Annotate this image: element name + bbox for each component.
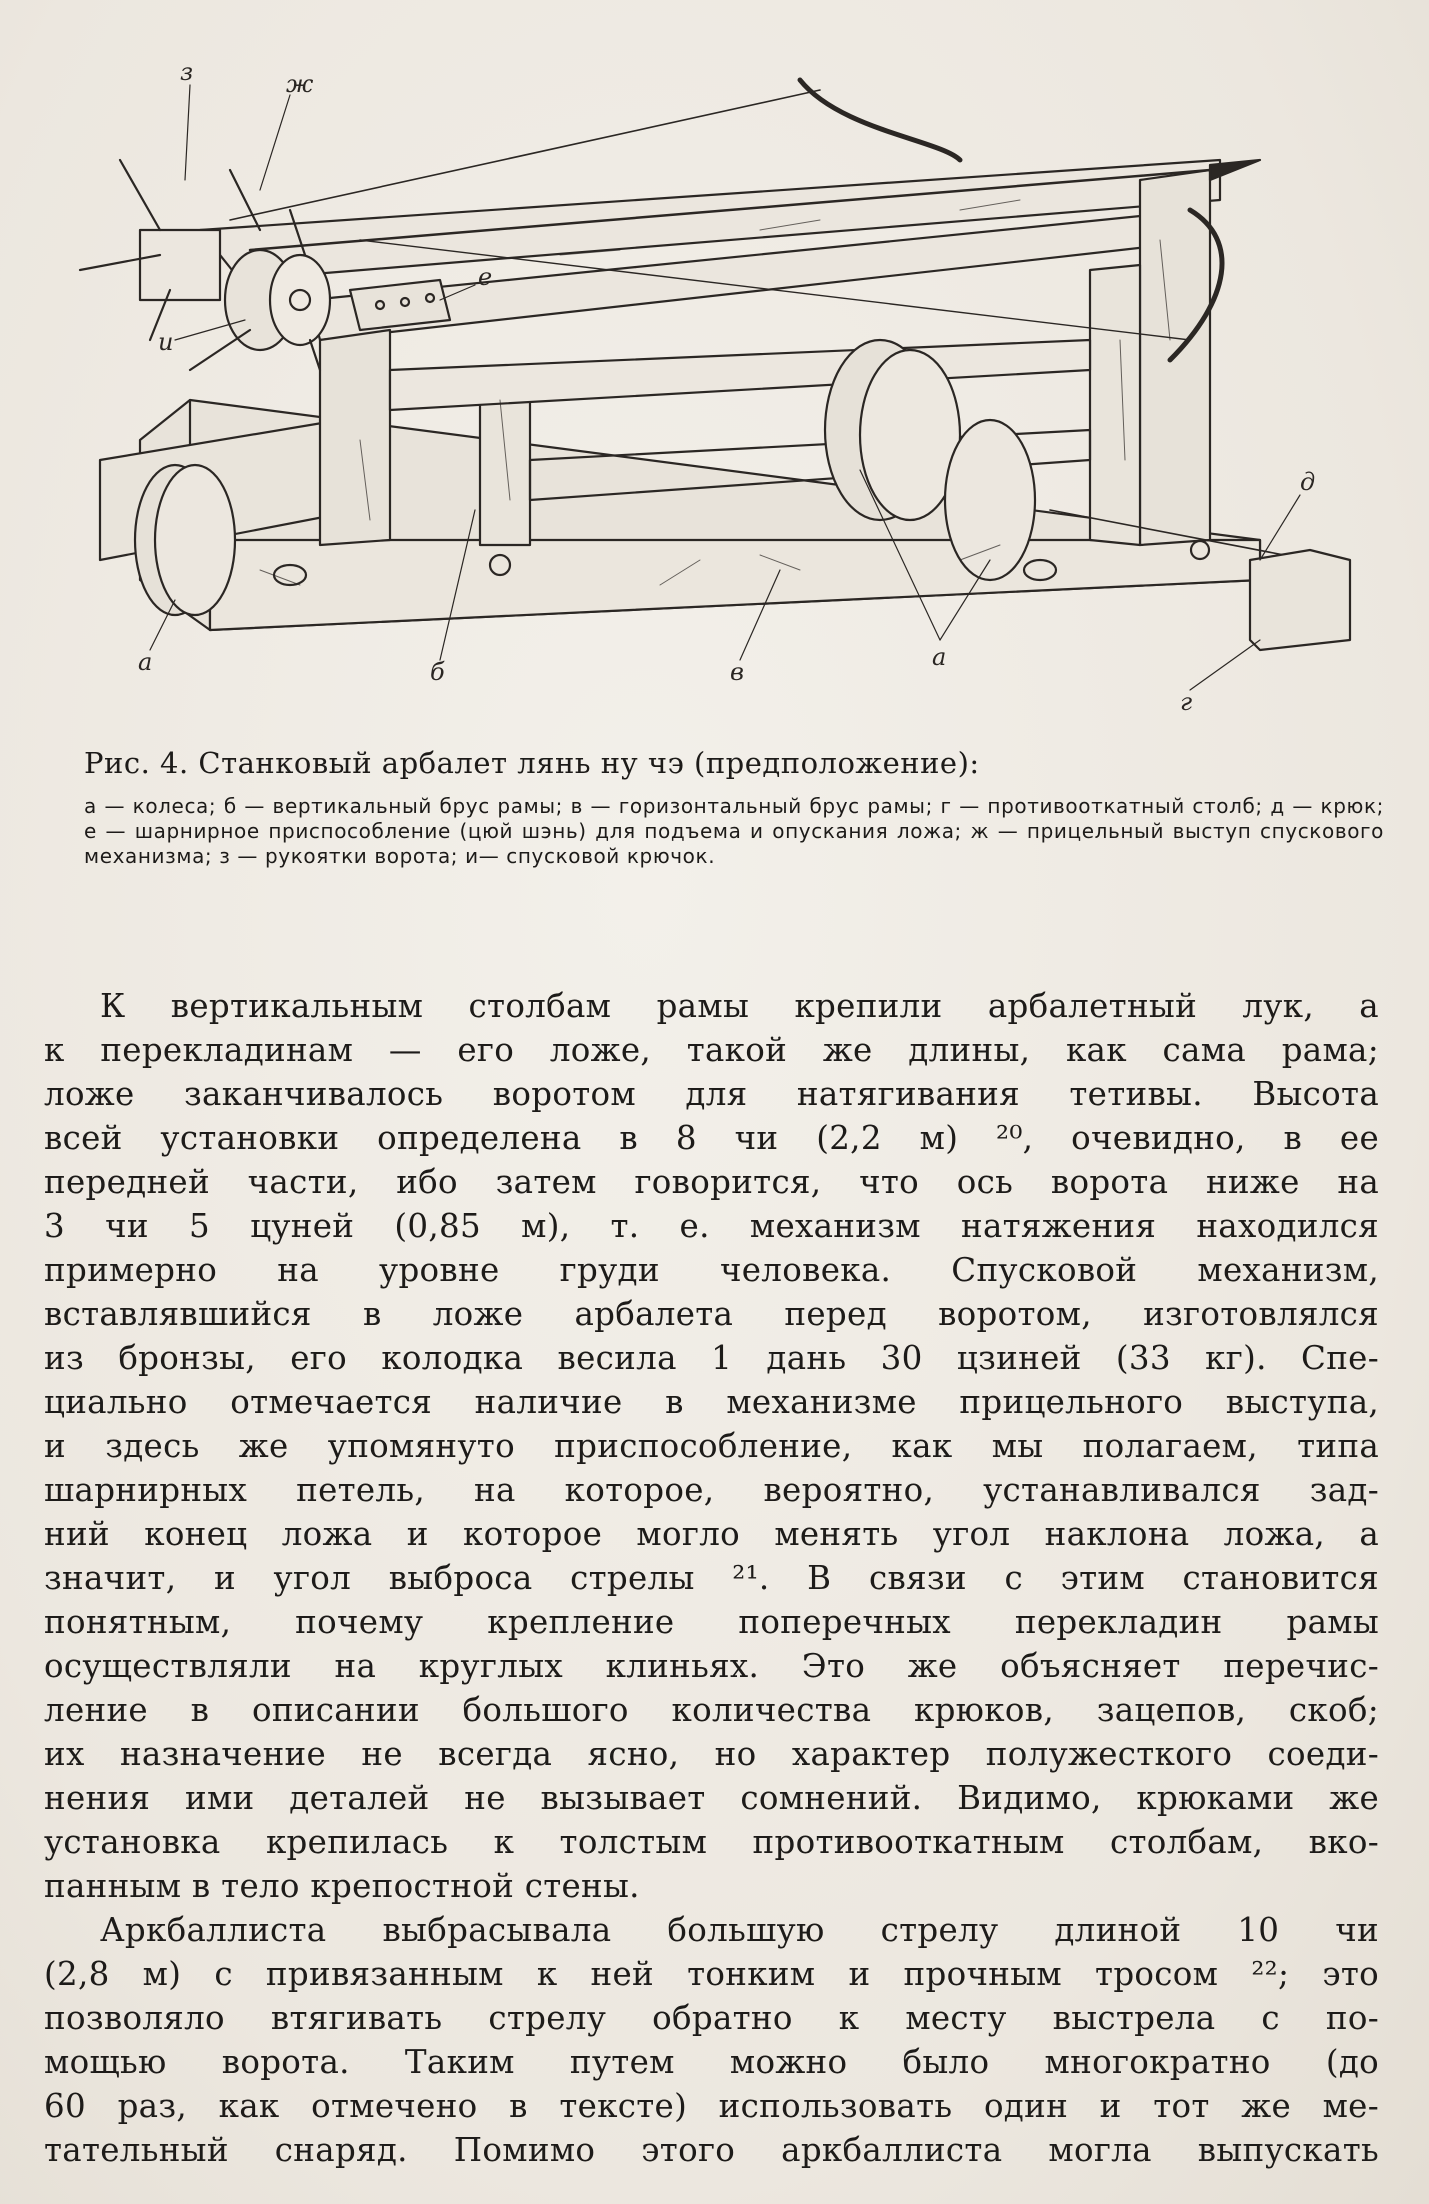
text-line: их назначение не всегда ясно, но характер полужесткого соеди- xyxy=(44,1735,1379,1773)
figure-label-z: з xyxy=(180,58,194,86)
figure-label-e: е xyxy=(478,263,493,291)
text-line: циально отмечается наличие в механизме прицельного выступа, xyxy=(44,1383,1379,1421)
text-line: примерно на уровне груди человека. Спусковой механизм, xyxy=(44,1251,1379,1289)
paragraph-2 xyxy=(44,1908,1379,2172)
text-line: передней части, ибо затем говорится, что ось ворота ниже на xyxy=(44,1163,1379,1201)
text-line: и здесь же упомянуто приспособление, как мы полагаем, типа xyxy=(44,1427,1379,1465)
figure-caption-legend: а — колеса; б — вертикальный брус рамы; в — горизонтальный брус рамы; г — противооткатный столб; д — крюк; е — шарнирное приспособление (цюй шэнь) для подъема и опускания ложа; ж — прицельный выступ спускового механизма; з — рукоятки ворота; и— спусковой крючок. xyxy=(84,794,1384,868)
text-line: ление в описании большого количества крюков, зацепов, скоб; xyxy=(44,1691,1379,1729)
text-line: (2,8 м) с привязанным к ней тонким и прочным тросом ²²; это xyxy=(44,1955,1379,1993)
text-line: установка крепилась к толстым противооткатным столбам, вко- xyxy=(44,1823,1379,1861)
figure-label-v: в xyxy=(730,658,744,686)
figure-label-d: д xyxy=(1300,468,1316,496)
paragraph-1 xyxy=(44,984,1379,1908)
text-line: панным в тело крепостной стены. xyxy=(44,1867,640,1905)
figure-label-g: г xyxy=(1180,688,1193,716)
text-line: вставлявшийся в ложе арбалета перед воротом, изготовлялся xyxy=(44,1295,1379,1333)
text-line: тательный снаряд. Помимо этого аркбаллиста могла выпускать xyxy=(44,2131,1379,2169)
text-line: мощью ворота. Таким путем можно было многократно (до xyxy=(44,2043,1379,2081)
text-line: из бронзы, его колодка весила 1 дань 30 цзиней (33 кг). Спе- xyxy=(44,1339,1379,1377)
text-line: понятным, почему крепление поперечных перекладин рамы xyxy=(44,1603,1379,1641)
body-text xyxy=(44,984,1379,2172)
figure-label-b: б xyxy=(430,658,445,686)
text-line: позволяло втягивать стрелу обратно к месту выстрела с по- xyxy=(44,1999,1379,2037)
crossbow-illustration xyxy=(60,40,1380,730)
text-line: к перекладинам — его ложе, такой же длины, как сама рама; xyxy=(44,1031,1379,1069)
figure-label-a-right: а xyxy=(932,643,947,671)
text-line: осуществляли на круглых клиньях. Это же объясняет перечис- xyxy=(44,1647,1379,1685)
figure-label-i: и xyxy=(158,328,174,356)
text-line: нения ими деталей не вызывает сомнений. Видимо, крюками же xyxy=(44,1779,1379,1817)
text-line: К вертикальным столбам рамы крепили арбалетный лук, а xyxy=(100,987,1379,1025)
figure-label-zh: ж xyxy=(286,70,314,98)
text-line: ний конец ложа и которое могло менять угол наклона ложа, а xyxy=(44,1515,1379,1553)
figure-label-a-left: а xyxy=(138,648,153,676)
text-line: 60 раз, как отмечено в тексте) использовать один и тот же ме- xyxy=(44,2087,1379,2125)
crossbow-drawing xyxy=(60,40,1380,730)
text-line: Аркбаллиста выбрасывала большую стрелу длиной 10 чи xyxy=(100,1911,1379,1949)
text-line: всей установки определена в 8 чи (2,2 м) ²⁰, очевидно, в ее xyxy=(44,1119,1379,1157)
text-line: шарнирных петель, на которое, вероятно, устанавливался зад- xyxy=(44,1471,1379,1509)
figure-caption-title: Рис. 4. Станковый арбалет лянь ну чэ (предположение): xyxy=(84,746,980,780)
text-line: 3 чи 5 цуней (0,85 м), т. е. механизм натяжения находился xyxy=(44,1207,1379,1245)
text-line: ложе заканчивалось воротом для натягивания тетивы. Высота xyxy=(44,1075,1379,1113)
text-line: значит, и угол выброса стрелы ²¹. В связи с этим становится xyxy=(44,1559,1379,1597)
